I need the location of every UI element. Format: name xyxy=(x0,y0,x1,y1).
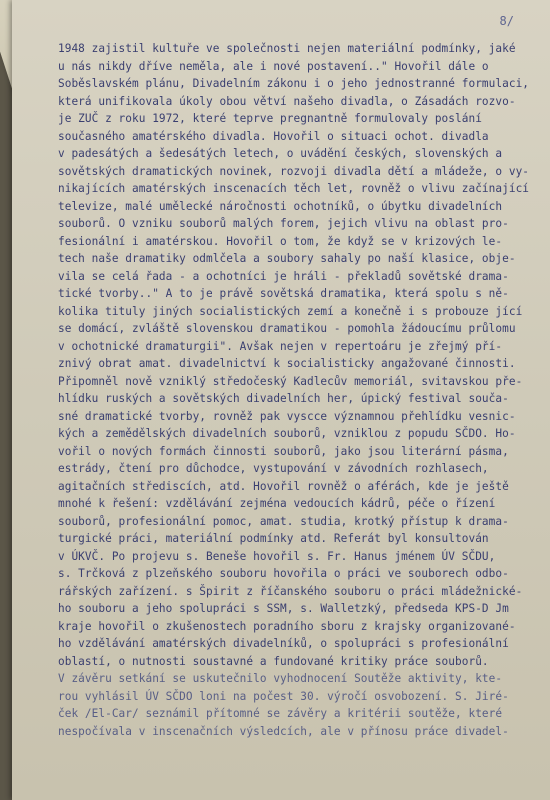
text-line: znivý obrat amat. divadelnictví k socialisticky angažované činnosti. xyxy=(58,357,516,370)
text-line: vila se celá řada - a ochotníci je hráli - překladů sovětské drama- xyxy=(58,269,509,283)
text-line: rou vyhlásil ÚV SČDO loni na počest 30. výročí osvobození. S. Jiré- xyxy=(58,689,509,703)
typewritten-page xyxy=(12,0,550,800)
text-line: rářských zařízení. s Špirit z říčanského souboru o práci mládežnické- xyxy=(58,584,523,598)
text-line: estrády, čtení pro důchodce, vystupování v závodních rozhlasech, xyxy=(58,462,489,475)
text-line: která unifikovala úkoly obou větví našeho divadla, o Zásadách rozvo- xyxy=(58,94,516,108)
page-number: 8/ xyxy=(499,14,514,28)
text-line: souborů. O vzniku souborů malých forem, jejich vlivu na oblast pro- xyxy=(58,217,509,230)
text-line: Soběslavském plánu, Divadelním zákonu i o jeho jednostranné formulaci, xyxy=(58,77,530,90)
text-line: mnohé k řešení: vzdělávání zejména vedoucích kádrů, péče o řízení xyxy=(58,497,496,510)
text-line: nespočívala v inscenačních výsledcích, ale v přínosu práce divadel- xyxy=(58,724,509,738)
text-line: kraje hovořil o zkušenostech poradního sboru z krajsky organizované- xyxy=(58,619,516,633)
text-line: ček /El-Car/ seznámil přítomné se závěry a kritérii soutěže, které xyxy=(58,707,503,720)
text-line: sné dramatické tvorby, rovněž pak vyscce významnou přehlídku vesnic- xyxy=(58,409,516,423)
text-line: vořil o nových formách činnosti souborů, jako jsou literární pásma, xyxy=(58,444,509,458)
text-line: fesionální i amatérskou. Hovořil o tom, že když se v krizových le- xyxy=(58,234,503,248)
text-line: nikajících amatérských inscenacích těch let, rovněž o vlivu začínající xyxy=(58,182,530,195)
text-line: souborů, profesionální pomoc, amat. studia, krotký přístup k drama- xyxy=(58,514,509,528)
text-line: V závěru setkání se uskutečnilo vyhodnocení Soutěže aktivity, kte- xyxy=(58,672,503,685)
text-line: kých a zemědělských divadelních souborů, vzniklou z popudu SČDO. Ho- xyxy=(58,427,516,440)
text-line: tické tvorby.." A to je právě sovětská dramatika, která spolu s ně- xyxy=(58,287,509,300)
text-line: kolika tituly jiných socialistických zemí a konečně i s probouze jící xyxy=(58,304,523,318)
text-line: Připomněl nově vzniklý středočeský Kadlecův memoriál, svitavskou pře- xyxy=(58,374,523,388)
text-line: s. Trčková z plzeňského souboru hovořila o práci ve souborech odbo- xyxy=(58,567,509,580)
text-line: hlídku ruských a sovětských divadelních her, úpický festival souča- xyxy=(58,392,509,405)
text-line: v ÚKVČ. Po projevu s. Beneše hovořil s. Fr. Hanus jménem ÚV SČDU, xyxy=(58,549,496,563)
text-line: ho souboru a jeho spolupráci s SSM, s. Walletzký, předseda KPS-D Jm xyxy=(58,602,509,615)
text-line: u nás nikdy dříve neměla, ale i nové postavení.." Hovořil dále o xyxy=(58,59,489,73)
text-line: tech naše dramatiky odmlčela a soubory sahaly po naší klasice, obje- xyxy=(58,252,516,265)
text-line: se domácí, zvláště slovenskou dramatikou - pomohla žádoucímu průlomu xyxy=(58,322,516,335)
text-line: současného amatérského divadla. Hovořil o situaci ochot. divadla xyxy=(58,129,489,143)
text-line: turgické práci, materiální podmínky atd. Referát byl konsultován xyxy=(58,532,489,545)
text-line: agitačních střediscích, atd. Hovořil rovněž o aférách, kde je ještě xyxy=(58,479,509,493)
text-line: 1948 zajistil kultuře ve společnosti nejen materiální podmínky, jaké xyxy=(58,42,516,55)
body-text xyxy=(58,40,538,740)
text-line: oblastí, o nutnosti soustavné a fundované kritiky práce souborů. xyxy=(58,654,489,668)
text-line: televize, malé umělecké náročnosti ochotníků, o úbytku divadelních xyxy=(58,199,503,213)
text-line: v ochotnické dramaturgii". Avšak nejen v repertoáru je zřejmý pří- xyxy=(58,339,503,353)
text-line: v padesátých a šedesátých letech, o uvádění českých, slovenských a xyxy=(58,147,503,160)
text-line: sovětských dramatických novinek, rozvoji divadla dětí a mládeže, o vy- xyxy=(58,164,530,178)
text-line: ho vzdělávání amatérských divadelníků, o spolupráci s profesionální xyxy=(58,637,509,650)
text-line: je ZUČ z roku 1972, které teprve pregnantně formulovaly poslání xyxy=(58,112,482,125)
